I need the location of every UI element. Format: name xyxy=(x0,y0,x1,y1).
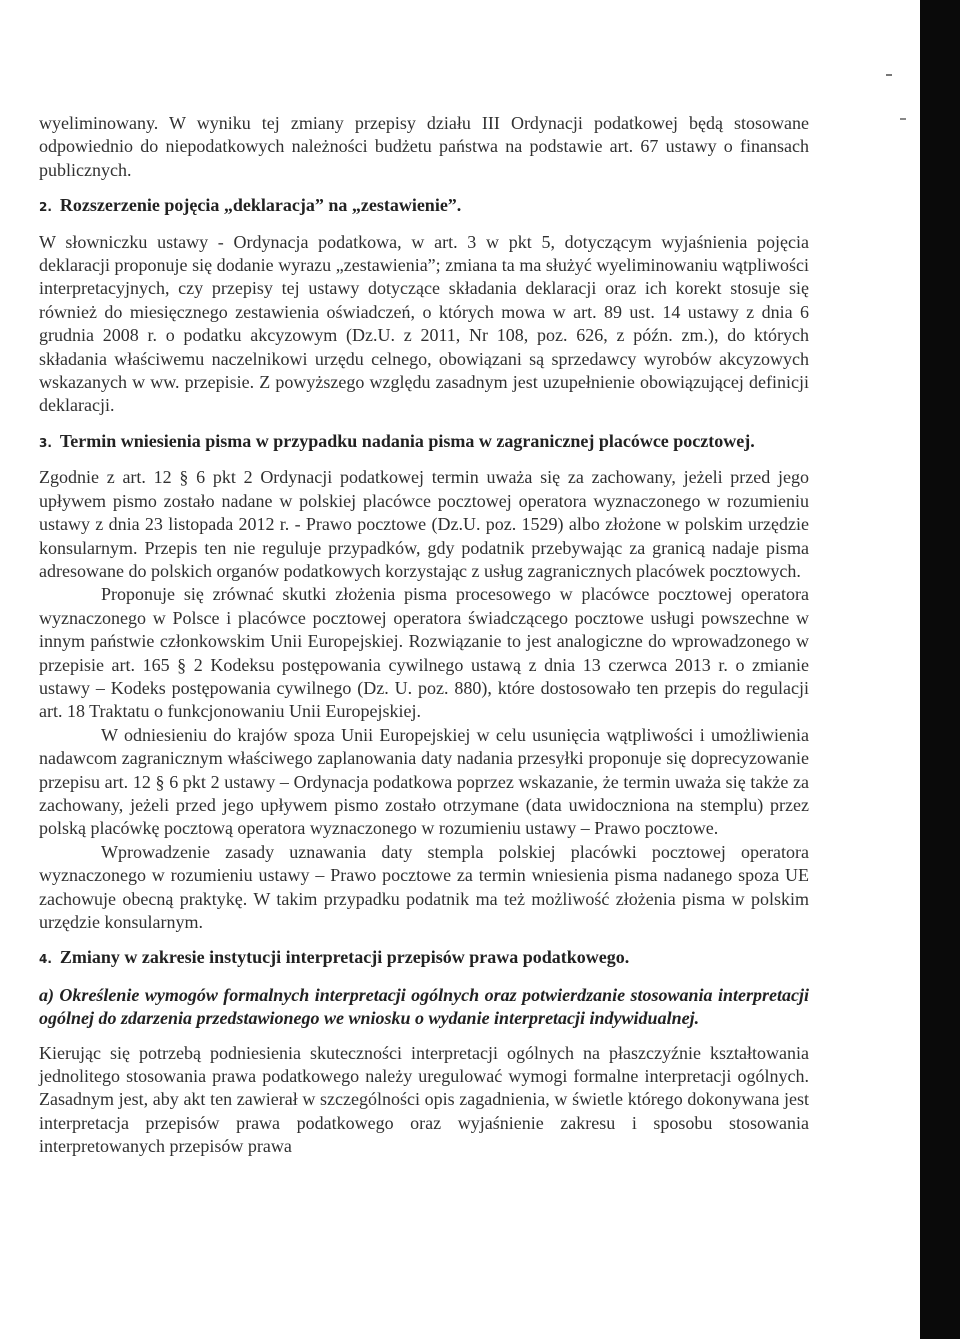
scan-border xyxy=(920,0,960,1339)
section-number: 3. xyxy=(39,435,52,450)
scan-speck xyxy=(900,118,906,120)
section-heading-3 xyxy=(39,430,809,455)
section-title: Termin wniesienia pisma w przypadku nadania pisma w zagranicznej placówce pocztowej. xyxy=(59,430,755,451)
paragraph: Zgodnie z art. 12 § 6 pkt 2 Ordynacji podatkowej termin uważa się za zachowany, jeżeli przed jego upływem pismo zostało nadane w polskiej placówce pocztowej operatora wyznaczonego w rozumieniu ustawy z dnia 23 listopada 2012 r. - Prawo pocztowe (Dz.U. poz. 1529) albo złożone w polskim urzędzie konsularnym. Przepis ten nie reguluje przypadków, gdy podatnik przebywając za granicą nadaje pisma adresowane do polskich organów podatkowych korzystając z usług zagranicznych placówek pocztowych. xyxy=(39,467,809,581)
paragraph: Kierując się potrzebą podniesienia skuteczności interpretacji ogólnych na płaszczyźnie kształtowania jednolitego stosowania prawa podatkowego należy uregulować wymogi formalne interpretacji ogólnych. Zasadnym jest, aby akt ten zawierał w szczególności opis zagadnienia, w świetle którego dokonywana jest interpretacja przepisów prawa podatkowego oraz wyjaśnienie zakresu i sposobu stosowania interpretowanych przepisów prawa xyxy=(39,1042,809,1157)
section-heading-4 xyxy=(39,946,809,971)
section-number: 4. xyxy=(39,952,52,967)
section-number: 2. xyxy=(39,200,52,215)
paragraph: Proponuje się zrównać skutki złożenia pisma procesowego w placówce pocztowej operatora wyznaczonego w Polsce i placówce pocztowej operatora świadczącego pocztowe usługi powszechne w innym państwie członkowskim Unii Europejskiej. Rozwiązanie to jest analogiczne do wprowadzonego w przepisie art. 165 § 2 Kodeksu postępowania cywilnego ustawą z dnia 13 czerwca 2013 r. o zmianie ustawy – Kodeks postępowania cywilnego (Dz. U. poz. 880), które dostosowało ten przepis do regulacji art. 18 Traktatu o funkcjonowaniu Unii Europejskiej. xyxy=(39,584,809,722)
paragraph-continuation: wyeliminowany. W wyniku tej zmiany przepisy działu III Ordynacji podatkowej będą stosowane odpowiednio do niepodatkowych należności budżetu państwa na podstawie art. 67 ustawy o finansach publicznych. xyxy=(39,113,809,180)
paragraph: W odniesieniu do krajów spoza Unii Europejskiej w celu usunięcia wątpliwości i umożliwienia nadawcom zagranicznym właściwego zaplanowania daty nadania przesyłki proponuje się doprecyzowanie przepisu art. 12 § 6 pkt 2 ustawy – Ordynacja podatkowa poprzez wskazanie, że termin uważa się także za zachowany, jeżeli przed jego upływem pismo zostało otrzymane (data uwidoczniona na stemplu) przez polską placówkę pocztową operatora wyznaczonego w rozumieniu ustawy – Prawo pocztowe. xyxy=(39,724,809,839)
subsection-heading-a: a) Określenie wymogów formalnych interpretacji ogólnych oraz potwierdzanie stosowania interpretacji ogólnej do zdarzenia przedstawionego we wniosku o wydanie interpretacji indywidualnej. xyxy=(39,984,809,1029)
paragraph: Wprowadzenie zasady uznawania daty stempla polskiej placówki pocztowej operatora wyznaczonego w rozumieniu ustawy – Prawo pocztowe za termin wniesienia pisma nadanego spoza UE zachowuje obecną praktykę. W takim przypadku podatnik ma też możliwość złożenia pisma w polskim urzędzie konsularnym. xyxy=(39,841,809,932)
document-body xyxy=(39,112,809,1159)
section-title: Rozszerzenie pojęcia „deklaracja” na „zestawienie”. xyxy=(59,195,462,216)
paragraph: W słowniczku ustawy - Ordynacja podatkowa, w art. 3 w pkt 5, dotyczącym wyjaśnienia pojęcia deklaracji proponuje się dodanie wyrazu „zestawienia”; zmiana ta ma służyć wyeliminowaniu wątpliwości interpretacyjnych, czy przepisy tej ustawy dotyczące składania deklaracji oraz ich korekt stosuje się również do miesięcznego zestawienia oświadczeń, o których mowa w art. 89 ust. 14 ustawy z dnia 6 grudnia 2008 r. o podatku akcyzowym (Dz.U. z 2011, Nr 108, poz. 626, z późn. zm.), do których składania właściwemu naczelnikowi urzędu celnego, obowiązani są sprzedawcy wyrobów akcyzowych wskazanych w ww. przepisie. Z powyższego względu zasadnym jest uzupełnienie obowiązującej definicji deklaracji. xyxy=(39,231,809,416)
section-title: Zmiany w zakresie instytucji interpretacji przepisów prawa podatkowego. xyxy=(59,947,630,968)
section-heading-2 xyxy=(39,194,809,219)
scan-speck xyxy=(886,74,892,76)
